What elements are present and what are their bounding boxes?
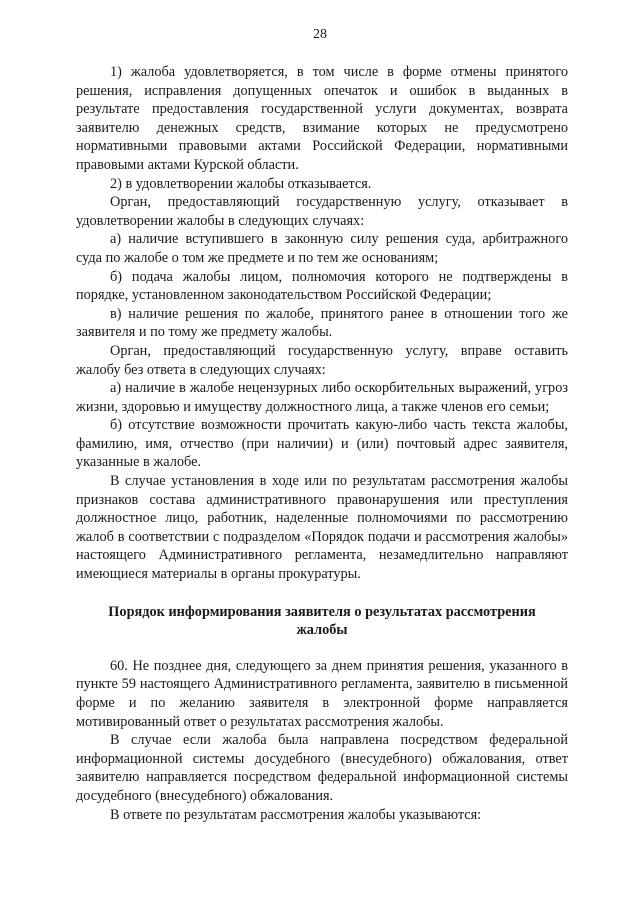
page-number: 28 [313, 27, 327, 42]
paragraph: б) подача жалобы лицом, полномочия которого не подтверждены в порядке, установленном законодательством Российской Федерации; [76, 268, 568, 304]
document-body [76, 63, 568, 824]
paragraph: В случае если жалоба была направлена посредством федеральной информационной системы досудебного (внесудебного) обжалования, ответ заявителю направляется посредством федеральной информационной системы досудебного (внесудебного) обжалования. [76, 732, 568, 804]
paragraph: В случае установления в ходе или по результатам рассмотрения жалобы признаков состава административного правонарушения или преступления должностное лицо, работник, наделенные полномочиями по рассмотрению жалоб в соответствии с подразделом «Порядок подачи и рассмотрения жалобы» настоящего Административного регламента, незамедлительно направляют имеющиеся материалы в органы прокуратуры. [76, 473, 568, 583]
paragraph: б) отсутствие возможности прочитать какую-либо часть текста жалобы, фамилию, имя, отчество (при наличии) и (или) почтовый адрес заявителя, указанные в жалобе. [76, 417, 568, 471]
paragraph: а) наличие в жалобе нецензурных либо оскорбительных выражений, угроз жизни, здоровью и имуществу должностного лица, а также членов его семьи; [76, 380, 568, 415]
paragraph: 60. Не позднее дня, следующего за днем принятия решения, указанного в пункте 59 настоящего Административного регламента, заявителю в письменной форме и по желанию заявителя в электронной форме направляется мотивированный ответ о результатах рассмотрения жалобы. [76, 657, 568, 730]
paragraph: В ответе по результатам рассмотрения жалобы указываются: [110, 806, 482, 823]
paragraph: 2) в удовлетворении жалобы отказывается. [110, 175, 372, 192]
paragraph: а) наличие вступившего в законную силу решения суда, арбитражного суда по жалобе о том же предмете и по тем же основаниям; [76, 231, 568, 266]
paragraph: Орган, предоставляющий государственную услугу, вправе оставить жалобу без ответа в следующих случаях: [76, 342, 568, 378]
paragraph: в) наличие решения по жалобе, принятого ранее в отношении того же заявителя и по тому же предмету жалобы. [76, 305, 568, 341]
section-heading: Порядок информирования заявителя о результатах рассмотрения жалобы [108, 603, 536, 639]
paragraph: Орган, предоставляющий государственную услугу, отказывает в удовлетворении жалобы в следующих случаях: [76, 194, 568, 229]
paragraph: 1) жалоба удовлетворяется, в том числе в форме отмены принятого решения, исправления допущенных опечаток и ошибок в выданных в результате предоставления государственной услуги документах, возврата заявителю денежных средств, взимание которых не предусмотрено нормативными правовыми актами Российской Федерации, нормативными правовыми актами Курской области. [76, 64, 568, 173]
